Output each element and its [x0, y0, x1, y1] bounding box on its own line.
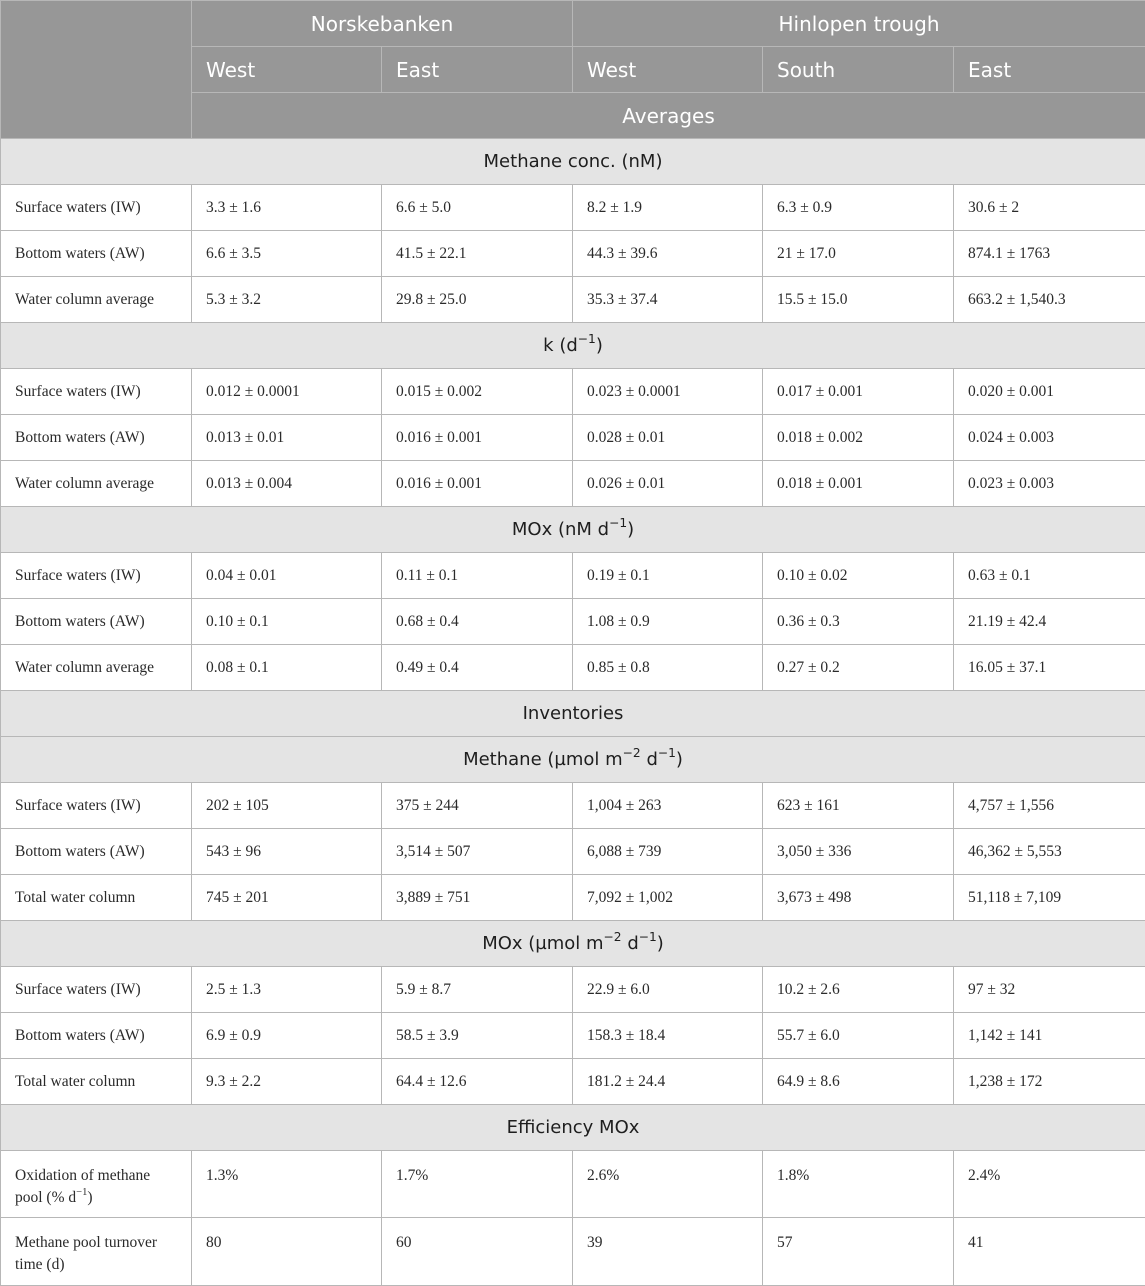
table-cell: 3,050 ± 336	[763, 829, 954, 875]
row-label: Surface waters (IW)	[1, 967, 192, 1013]
table-cell: 1,004 ± 263	[573, 783, 763, 829]
row-label-text: Methane pool turnover time (d)	[15, 1234, 157, 1273]
section-header-row	[1, 737, 1145, 783]
header-row-groups	[1, 1, 1145, 47]
table-body	[1, 139, 1145, 1286]
table-cell: 0.49 ± 0.4	[382, 645, 573, 691]
row-label-text: Oxidation of methane pool (% d	[15, 1167, 150, 1206]
table-row	[1, 1218, 1145, 1286]
table-cell: 0.023 ± 0.003	[954, 461, 1145, 507]
table-row	[1, 1151, 1145, 1218]
table-cell: 0.63 ± 0.1	[954, 553, 1145, 599]
section-title-text: Methane conc. (nM)	[484, 151, 663, 172]
table-cell: 3,673 ± 498	[763, 875, 954, 921]
table-cell: 1.3%	[192, 1151, 382, 1218]
table-cell: 0.028 ± 0.01	[573, 415, 763, 461]
table-cell: 64.9 ± 8.6	[763, 1059, 954, 1105]
row-label-superscript: −1	[76, 1187, 87, 1198]
table-cell: 0.68 ± 0.4	[382, 599, 573, 645]
table-cell: 181.2 ± 24.4	[573, 1059, 763, 1105]
section-title	[1, 507, 1145, 553]
table-cell: 623 ± 161	[763, 783, 954, 829]
table-cell: 21 ± 17.0	[763, 231, 954, 277]
table-row	[1, 645, 1145, 691]
table-cell: 46,362 ± 5,553	[954, 829, 1145, 875]
section-title-text: k (d	[543, 335, 578, 356]
section-title-superscript: −1	[658, 746, 676, 760]
table-cell: 6.9 ± 0.9	[192, 1013, 382, 1059]
section-title-text: Methane (µmol m	[463, 749, 623, 770]
section-title	[1, 737, 1145, 783]
section-title-superscript: −1	[609, 516, 627, 530]
table-cell: 7,092 ± 1,002	[573, 875, 763, 921]
table-cell: 35.3 ± 37.4	[573, 277, 763, 323]
table-cell: 9.3 ± 2.2	[192, 1059, 382, 1105]
table-cell: 0.85 ± 0.8	[573, 645, 763, 691]
section-title-text: )	[657, 933, 664, 954]
table-cell: 0.016 ± 0.001	[382, 461, 573, 507]
table-cell: 6.6 ± 5.0	[382, 185, 573, 231]
table-cell: 1.7%	[382, 1151, 573, 1218]
table-cell: 2.6%	[573, 1151, 763, 1218]
section-title-text: d	[641, 749, 658, 770]
column-header: West	[573, 47, 763, 93]
table-cell: 1,142 ± 141	[954, 1013, 1145, 1059]
row-label: Bottom waters (AW)	[1, 599, 192, 645]
table-cell: 22.9 ± 6.0	[573, 967, 763, 1013]
section-title-text: MOx (nM d	[512, 519, 609, 540]
table-cell: 0.19 ± 0.1	[573, 553, 763, 599]
section-title-superscript: −2	[623, 746, 641, 760]
row-label: Surface waters (IW)	[1, 369, 192, 415]
table-cell: 0.018 ± 0.002	[763, 415, 954, 461]
table-cell: 6,088 ± 739	[573, 829, 763, 875]
table-row	[1, 369, 1145, 415]
table-cell: 97 ± 32	[954, 967, 1145, 1013]
table-cell: 10.2 ± 2.6	[763, 967, 954, 1013]
row-label-text: )	[87, 1189, 92, 1206]
table-cell: 3,889 ± 751	[382, 875, 573, 921]
table-cell: 0.08 ± 0.1	[192, 645, 382, 691]
table-cell: 0.015 ± 0.002	[382, 369, 573, 415]
table-cell: 1,238 ± 172	[954, 1059, 1145, 1105]
section-header-row	[1, 507, 1145, 553]
section-title-superscript: −1	[639, 930, 657, 944]
table-cell: 663.2 ± 1,540.3	[954, 277, 1145, 323]
table-cell: 2.5 ± 1.3	[192, 967, 382, 1013]
table-cell: 3,514 ± 507	[382, 829, 573, 875]
table-row	[1, 599, 1145, 645]
column-header: East	[382, 47, 573, 93]
table-cell: 6.6 ± 3.5	[192, 231, 382, 277]
table-cell: 21.19 ± 42.4	[954, 599, 1145, 645]
section-title-superscript: −1	[578, 332, 596, 346]
header-group-hinlopen-trough: Hinlopen trough	[573, 1, 1145, 47]
row-label: Water column average	[1, 461, 192, 507]
table-cell: 0.018 ± 0.001	[763, 461, 954, 507]
row-label: Bottom waters (AW)	[1, 231, 192, 277]
row-label	[1, 1151, 192, 1218]
table-cell: 41	[954, 1218, 1145, 1286]
column-header: East	[954, 47, 1145, 93]
table-cell: 60	[382, 1218, 573, 1286]
section-title-text: )	[676, 749, 683, 770]
table-cell: 44.3 ± 39.6	[573, 231, 763, 277]
section-title-text: MOx (µmol m	[482, 933, 603, 954]
section-title	[1, 139, 1145, 185]
row-label: Surface waters (IW)	[1, 783, 192, 829]
table-row	[1, 875, 1145, 921]
table-row	[1, 231, 1145, 277]
table-cell: 39	[573, 1218, 763, 1286]
table-cell: 0.016 ± 0.001	[382, 415, 573, 461]
table-cell: 0.013 ± 0.01	[192, 415, 382, 461]
table-cell: 57	[763, 1218, 954, 1286]
table-cell: 0.11 ± 0.1	[382, 553, 573, 599]
table-cell: 0.024 ± 0.003	[954, 415, 1145, 461]
table-cell: 202 ± 105	[192, 783, 382, 829]
table-cell: 1.08 ± 0.9	[573, 599, 763, 645]
section-header-row	[1, 921, 1145, 967]
section-title: Efficiency MOx	[1, 1105, 1145, 1151]
section-header-row	[1, 691, 1145, 737]
table-cell: 158.3 ± 18.4	[573, 1013, 763, 1059]
table-cell: 5.3 ± 3.2	[192, 277, 382, 323]
row-label	[1, 1218, 192, 1286]
table-cell: 2.4%	[954, 1151, 1145, 1218]
table-cell: 0.026 ± 0.01	[573, 461, 763, 507]
row-label: Surface waters (IW)	[1, 185, 192, 231]
section-title-superscript: −2	[604, 930, 622, 944]
table-cell: 41.5 ± 22.1	[382, 231, 573, 277]
table-cell: 1.8%	[763, 1151, 954, 1218]
row-label: Bottom waters (AW)	[1, 1013, 192, 1059]
row-label: Total water column	[1, 1059, 192, 1105]
row-label: Surface waters (IW)	[1, 553, 192, 599]
table-cell: 0.020 ± 0.001	[954, 369, 1145, 415]
table-cell: 51,118 ± 7,109	[954, 875, 1145, 921]
section-header-row	[1, 323, 1145, 369]
table-cell: 0.012 ± 0.0001	[192, 369, 382, 415]
table-cell: 0.013 ± 0.004	[192, 461, 382, 507]
section-title	[1, 323, 1145, 369]
table-cell: 874.1 ± 1763	[954, 231, 1145, 277]
table-row	[1, 415, 1145, 461]
table-cell: 15.5 ± 15.0	[763, 277, 954, 323]
section-title-text: )	[627, 519, 634, 540]
table-row	[1, 461, 1145, 507]
table-cell: 30.6 ± 2	[954, 185, 1145, 231]
table-row	[1, 553, 1145, 599]
section-title	[1, 921, 1145, 967]
table-row	[1, 783, 1145, 829]
table-row	[1, 277, 1145, 323]
table-cell: 16.05 ± 37.1	[954, 645, 1145, 691]
table-cell: 6.3 ± 0.9	[763, 185, 954, 231]
table-cell: 745 ± 201	[192, 875, 382, 921]
table-cell: 0.27 ± 0.2	[763, 645, 954, 691]
table-cell: 29.8 ± 25.0	[382, 277, 573, 323]
row-label: Bottom waters (AW)	[1, 829, 192, 875]
table-cell: 543 ± 96	[192, 829, 382, 875]
inventories-header: Inventories	[1, 691, 1145, 737]
section-header-row	[1, 1105, 1145, 1151]
table-cell: 375 ± 244	[382, 783, 573, 829]
table-row	[1, 1059, 1145, 1105]
table-cell: 5.9 ± 8.7	[382, 967, 573, 1013]
column-header: West	[192, 47, 382, 93]
averages-header: Averages	[192, 93, 1145, 139]
table-cell: 8.2 ± 1.9	[573, 185, 763, 231]
table-cell: 0.04 ± 0.01	[192, 553, 382, 599]
section-header-row	[1, 139, 1145, 185]
section-title-text: )	[596, 335, 603, 356]
row-label: Water column average	[1, 645, 192, 691]
table-cell: 3.3 ± 1.6	[192, 185, 382, 231]
row-label: Water column average	[1, 277, 192, 323]
table-cell: 0.10 ± 0.1	[192, 599, 382, 645]
table-cell: 0.023 ± 0.0001	[573, 369, 763, 415]
header-corner-cell	[1, 1, 192, 139]
table-row	[1, 1013, 1145, 1059]
table-cell: 4,757 ± 1,556	[954, 783, 1145, 829]
table-cell: 58.5 ± 3.9	[382, 1013, 573, 1059]
table-row	[1, 829, 1145, 875]
table-cell: 0.36 ± 0.3	[763, 599, 954, 645]
header-group-norskebanken: Norskebanken	[192, 1, 573, 47]
table-cell: 80	[192, 1218, 382, 1286]
table-cell: 64.4 ± 12.6	[382, 1059, 573, 1105]
table-cell: 0.10 ± 0.02	[763, 553, 954, 599]
section-title-text: d	[622, 933, 639, 954]
table-row	[1, 185, 1145, 231]
column-header: South	[763, 47, 954, 93]
row-label: Bottom waters (AW)	[1, 415, 192, 461]
table-cell: 0.017 ± 0.001	[763, 369, 954, 415]
row-label: Total water column	[1, 875, 192, 921]
table-cell: 55.7 ± 6.0	[763, 1013, 954, 1059]
table-row	[1, 967, 1145, 1013]
